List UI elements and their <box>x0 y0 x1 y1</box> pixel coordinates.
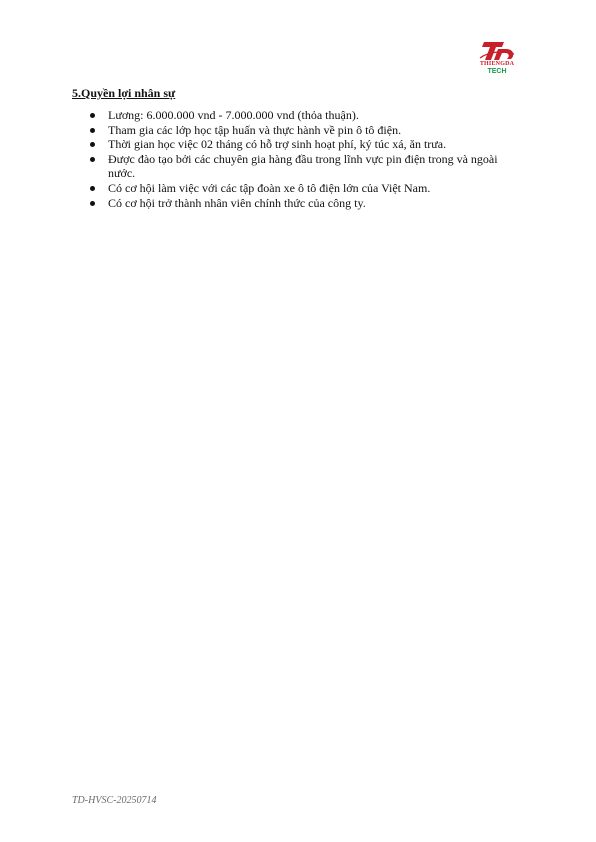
list-item-text: Tham gia các lớp học tập huấn và thực hành về pin ô tô điện. <box>108 122 402 137</box>
list-item-text: Thời gian học việc 02 tháng có hỗ trợ sinh hoạt phí, ký túc xá, ăn trưa. <box>108 137 447 152</box>
list-item <box>72 137 512 152</box>
list-item <box>72 181 512 196</box>
bullet-icon <box>90 142 95 147</box>
benefits-list <box>72 108 512 210</box>
logo-subtext: TECH <box>487 68 507 75</box>
bullet-icon <box>90 128 95 133</box>
list-item-text: Lương: 6.000.000 vnd - 7.000.000 vnd (thỏa thuận). <box>108 108 359 122</box>
bullet-icon <box>90 113 95 118</box>
bullet-icon <box>90 157 95 162</box>
list-item-text: Có cơ hội làm việc với các tập đoàn xe ô tô điện lớn của Việt Nam. <box>108 180 431 195</box>
list-item <box>72 152 512 181</box>
bullet-icon <box>90 201 95 206</box>
list-item-text: Được đào tạo bởi các chuyên gia hàng đầu trong lĩnh vực pin điện trong và ngoài nước. <box>108 151 498 181</box>
bullet-icon <box>90 186 95 191</box>
list-item <box>72 108 512 123</box>
document-code: TD-HVSC-20250714 <box>72 795 157 806</box>
list-item <box>72 196 512 211</box>
logo-text: THIENGDA <box>479 61 515 67</box>
section-title: 5.Quyền lợi nhân sự <box>72 86 176 100</box>
list-item <box>72 123 512 138</box>
list-item-text: Có cơ hội trở thành nhân viên chính thức của công ty. <box>108 195 366 210</box>
